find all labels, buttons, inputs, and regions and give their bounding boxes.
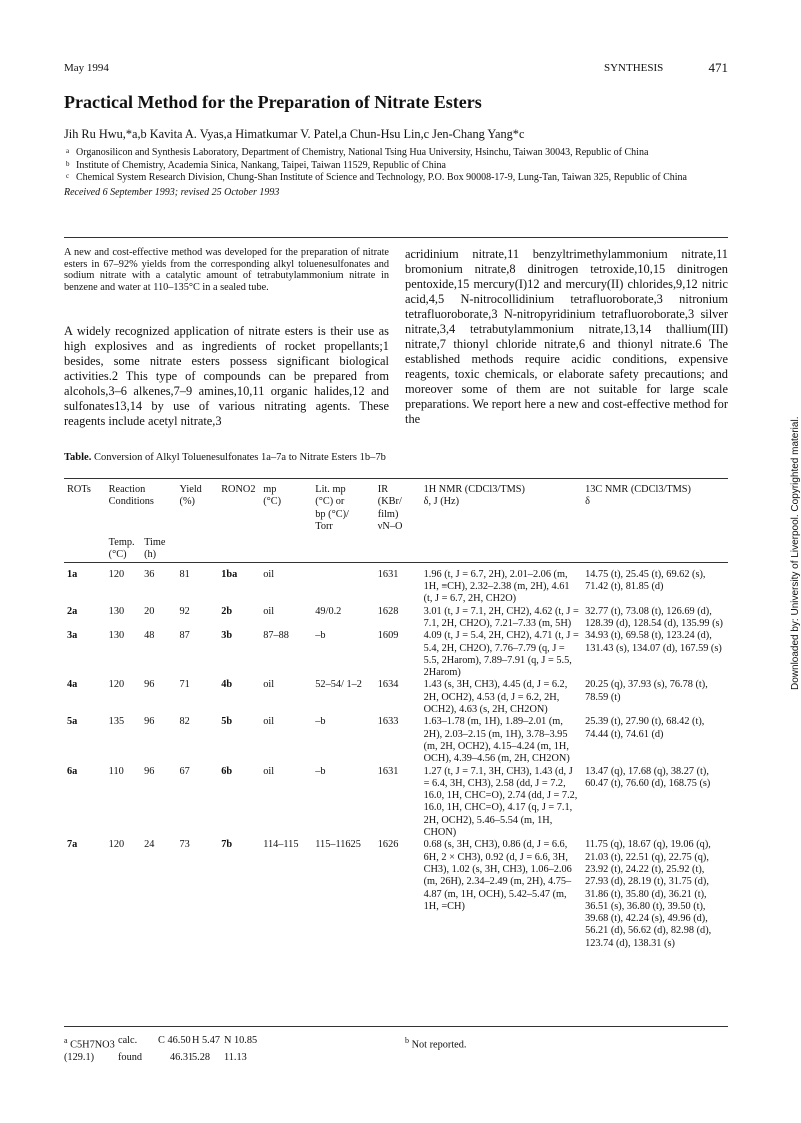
cell-rot: 2a [67,605,78,617]
cell-rot: 5a [67,716,78,728]
cell-ir: 1631 [377,765,399,777]
cell-temp: 130 [108,605,125,617]
cell-lit: –b [315,630,326,642]
cell-lit: 52–54/ 1–2 [315,679,362,691]
received-dates: Received 6 September 1993; revised 25 October 1993 [64,186,280,198]
col-rots: ROTs [67,484,91,495]
cell-c: 20.25 (q), 37.93 (s), 76.78 (t), 78.59 (t) [585,679,708,703]
affiliation-c [64,172,728,185]
cell-temp: 120 [108,839,125,851]
table-row [64,839,728,950]
cell-c: 34.93 (t), 69.58 (t), 123.24 (d), 131.43 (s), 134.07 (d), 167.59 (s) [585,630,722,654]
author-list: Jih Ru Hwu,*a,b Kavita A. Vyas,a Himatkumar V. Patel,a Chun-Hsu Lin,c Jen-Chang Yang*c [64,127,525,141]
cell-lit [312,569,375,606]
affiliations [64,147,728,199]
table-row [64,766,728,840]
table-row [64,679,728,716]
cell-lit: 49/0.2 [315,605,342,617]
cell-temp: 130 [108,630,125,642]
affiliation-b [64,160,728,173]
cell-c: 14.75 (t), 25.45 (t), 69.62 (s), 71.42 (t), 81.85 (d) [585,568,706,593]
download-watermark: Downloaded by: University of Liverpool. Copyrighted material. [790,416,801,690]
cell-yield: 82 [179,716,190,728]
cell-mp: oil [263,605,275,617]
cell-h: 4.09 (t, J = 5.4, 2H, CH2), 4.71 (t, J = 5.4, 2H, CH2O), 7.76–7.79 (q, J = 5.5, 2Harom), 7.89–7.91 (q, J = 5.5, 2Harom) [423,630,579,679]
affiliation-text: Chemical System Research Division, Chung-Shan Institute of Science and Technology, P.O. Box 90008-17-9, Lung-Tan, Taiwan 325, Republic of China [76,172,687,184]
affiliation-text: Institute of Chemistry, Academia Sinica, Nankang, Taipei, Taiwan 11529, Republic of China [76,159,446,171]
table-bottom-rule [64,1026,728,1027]
cell-mp: oil [263,679,275,691]
cell-yield: 71 [179,679,190,691]
cell-yield: 87 [179,630,190,642]
cell-prod: 6b [221,765,233,777]
molecular-weight: (129.1) [64,1051,95,1063]
cell-rot: 3a [67,630,78,642]
cell-rot: 6a [67,765,78,777]
page-number: 471 [708,60,728,75]
table-top-rule [64,478,728,479]
found-h: 5.28 [192,1051,211,1063]
cell-time: 36 [144,568,155,580]
cell-time: 48 [144,630,155,642]
cell-time: 20 [144,605,155,617]
divider [64,237,728,238]
footnote-b-text: Not reported. [411,1039,467,1051]
table-header-row [64,484,728,533]
col-hnmr: 1H NMR (CDCl3/TMS) δ, J (Hz) [423,484,525,508]
cell-ir: 1628 [377,605,399,617]
cell-h: 1.27 (t, J = 7.1, 3H, CH3), 1.43 (d, J = 6.4, 3H, CH3), 2.58 (dd, J = 7.2, 16.0, 1H, CHC=O), 2.74 (dd, J = 7.2, 16.0, 1H, CHC=O), 4.17 (q, J = 7.1, 2H, OCH2), 5.46–5.54 (m, 1H, CHON) [423,765,578,839]
cell-ir: 1634 [377,679,399,691]
affiliation-text: Organosilicon and Synthesis Laboratory, Department of Chemistry, National Tsing Hua University, Hsinchu, Taiwan 30043, Republic of China [76,147,649,158]
cell-temp: 110 [108,765,124,777]
cell-mp: oil [263,765,275,777]
cell-h: 1.96 (t, J = 6.7, 2H), 2.01–2.06 (m, 1H, ≡CH), 2.32–2.38 (m, 2H), 4.61 (t, J = 6.7, 2H, CH2O) [423,568,570,605]
cell-rot: 4a [67,679,78,691]
formula: C5H7NO3 [70,1039,115,1051]
cell-rot: 1a [67,568,78,580]
cell-mp: 87–88 [263,630,289,642]
calc-n: N 10.85 [224,1035,258,1046]
footnote-a: $^a$ C5H7NO3 calc. C 46.50 H 5.47 N 10.85 (129.1) found 46.31 5.28 11.13 [64,1035,268,1064]
cell-time: 24 [144,839,155,851]
cell-mp: oil [263,716,275,728]
cell-time: 96 [144,765,155,777]
cell-ir: 1633 [377,716,399,728]
table-caption [64,452,386,463]
cell-prod: 7b [221,839,233,851]
body-left-column: A widely recognized application of nitrate esters is their use as high explosives and as ingredients of rocket propellants;1 besides, some nitrate esters possess significant biological activities.2 This type of compounds can be prepared from alcohols,3–6 alkenes,7–9 amines,10,11 organic halides,12 and sulfonates13,14 by use of various nitrating agents. These reagents include acetyl nitrate,3 [64,324,389,428]
cell-rot: 7a [67,839,78,851]
col-reaction: Reaction Conditions [108,484,154,508]
cell-temp: 135 [108,716,125,728]
col-mp: mp (°C) [263,484,282,508]
col-time: Time (h) [144,537,166,561]
body-right-column: acridinium nitrate,11 benzyltrimethylammonium nitrate,11 bromonium nitrate,8 dinitrogen tetroxide,10,15 dinitrogen pentoxide,15 mercury(I)12 and mercury(II) chlorides,9,12 nitric acid,4,5 N-nitrocollidinium tetrafluoroborate,3 nitronium tetrafluoroborate,3 N-nitropyridinium tetrafluoroborate,3 silver nitrate,3,4 tetrabutylammonium nitrate,13,14 thallium(III) nitrate,7 thionyl chloride nitrate,6 and thionyl nitrate.6 The established methods require acidic conditions, expensive reagents, toxic chemicals, or elaborate safety precautions; and moreover some of them are not suitable for large scale preparations. We report here a new and cost-effective method for the [405,247,728,426]
table-row [64,630,728,679]
col-rono2: RONO2 [221,484,256,495]
cell-time: 96 [144,716,155,728]
journal-name: SYNTHESIS [604,62,664,74]
table-subheader-row [64,533,728,562]
cell-prod: 4b [221,679,233,691]
table-row [64,569,728,606]
col-litmp: Lit. mp (°C) or bp (°C)/ Torr [315,484,349,532]
col-ir: IR (KBr/ film) νN–O [377,484,403,532]
affiliation-mark: b [66,159,70,168]
cell-c: 11.75 (q), 18.67 (q), 19.06 (q), 21.03 (t), 22.51 (q), 22.75 (q), 23.92 (t), 24.22 (t), 25.92 (t), 27.93 (d), 28.19 (t), 31.75 (d), 31.86 (t), 35.80 (d), 36.21 (t), 36.51 (s), 36.80 (t), 39.50 (t), 39.68 (t), 42.24 (s), 49.96 (d), 56.21 (d), 56.62 (d), 82.98 (d), 123.74 (d), 138.31 (s) [585,839,712,949]
found-label: found [118,1051,143,1063]
col-cnmr: 13C NMR (CDCl3/TMS) δ [585,484,691,508]
cell-lit: 115–11625 [315,839,361,851]
footnote-b: $^b$ Not reported. [405,1036,467,1051]
cell-lit: –b [315,716,326,728]
col-temp: Temp. (°C) [108,537,135,561]
found-c: 46.31 [170,1051,194,1063]
calc-c: C 46.50 [158,1035,191,1046]
table-row [64,716,728,765]
caption-label: Table. [64,452,92,463]
abstract: A new and cost-effective method was developed for the preparation of nitrate esters in 67–92% yields from the corresponding alkyl toluenesulfonates and sodium nitrate with a catalytic amount of tetrabutylammonium nitrate in benzene and water at 110–135°C in a sealed tube. [64,247,389,294]
results-table [64,484,728,950]
cell-time: 96 [144,679,155,691]
cell-prod: 3b [221,630,233,642]
cell-h: 1.43 (s, 3H, CH3), 4.45 (d, J = 6.2, 2H, OCH2), 4.53 (d, J = 6.2, 2H, OCH2), 4.63 (s, 2H, CH2ON) [423,679,568,716]
cell-yield: 92 [179,605,190,617]
cell-h: 3.01 (t, J = 7.1, 2H, CH2), 4.62 (t, J = 7.1, 2H, CH2O), 7.21–7.33 (m, 5H) [423,605,579,629]
cell-temp: 120 [108,568,125,580]
cell-ir: 1626 [377,839,399,851]
cell-prod: 2b [221,605,233,617]
cell-c: 32.77 (t), 73.08 (t), 126.69 (d), 128.39 (d), 128.54 (d), 135.99 (s) [585,605,723,629]
cell-h: 0.68 (s, 3H, CH3), 0.86 (d, J = 6.6, 6H, 2 × CH3), 0.92 (d, J = 6.6, 3H, CH3), 1.02 (s, 3H, CH3), 1.06–2.06 (m, 26H), 2.34–2.49 (m, 2H), 4.75–4.87 (m, 1H, OCH), 5.42–5.47 (m, 1H, =CH) [423,839,572,912]
cell-yield: 81 [179,568,190,580]
caption-text: Conversion of Alkyl Toluenesulfonates 1a–7a to Nitrate Esters 1b–7b [93,452,386,463]
affiliation-mark: c [66,172,70,181]
affiliation-a [64,147,728,160]
calc-h: H 5.47 [192,1035,221,1046]
found-n: 11.13 [224,1051,247,1063]
cell-ir: 1631 [377,568,399,580]
article-title: Practical Method for the Preparation of Nitrate Esters [64,92,482,112]
calc-label: calc. [118,1035,138,1046]
cell-prod: 1ba [221,568,238,580]
cell-lit: –b [315,765,326,777]
cell-ir: 1609 [377,630,399,642]
cell-h: 1.63–1.78 (m, 1H), 1.89–2.01 (m, 2H), 2.03–2.15 (m, 1H), 3.78–3.95 (m, 2H, OCH2), 4.15–4.24 (m, 1H, OCH), 4.39–4.56 (m, 2H, CH2ON) [423,716,570,765]
cell-prod: 5b [221,716,233,728]
cell-mp: 114–115 [263,839,299,851]
cell-yield: 73 [179,839,190,851]
col-yield: Yield (%) [179,484,202,508]
cell-temp: 120 [108,679,125,691]
issue-date: May 1994 [64,62,109,74]
table-row [64,606,728,631]
affiliation-mark: a [66,147,70,155]
cell-mp: oil [263,568,275,580]
cell-yield: 67 [179,765,190,777]
cell-c: 13.47 (q), 17.68 (q), 38.27 (t), 60.47 (t), 76.60 (d), 168.75 (s) [585,765,711,789]
cell-c: 25.39 (t), 27.90 (t), 68.42 (t), 74.44 (t), 74.61 (d) [585,716,705,740]
